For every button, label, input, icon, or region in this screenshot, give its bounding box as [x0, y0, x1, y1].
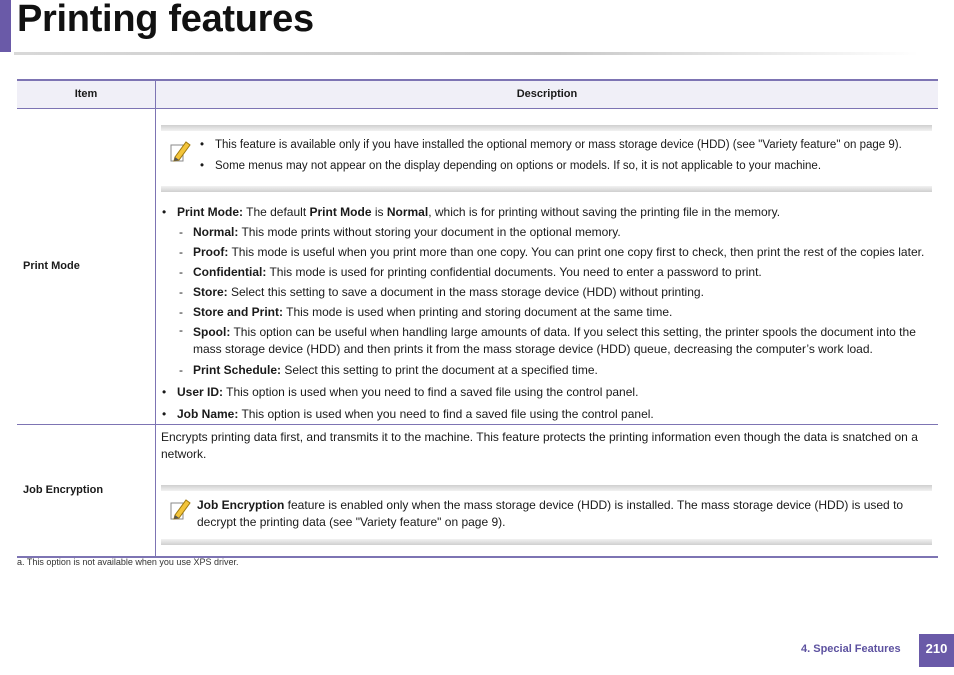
- note-box-job-encryption: [161, 485, 932, 545]
- print-mode-options: [161, 202, 932, 424]
- table-row-print-mode: [17, 109, 938, 425]
- title-rule: [14, 52, 919, 55]
- note-text: Job Encryption feature is enabled only when the mass storage device (HDD) is installed. The mass storage device (HDD) is used to decrypt the printing data (see "Variety feature" on page 9).: [197, 498, 904, 529]
- header-item: Item: [17, 80, 156, 109]
- item-print-mode: Print Mode: [17, 109, 156, 425]
- sub-option-store: - Store: Select this setting to save a document in the mass storage device (HDD) without printing.: [177, 282, 932, 302]
- table-row-job-encryption: [17, 425, 938, 557]
- option-print-mode: • Print Mode: The default Print Mode is Normal, which is for printing without saving the printing file in the memory. - Normal: This mode prints without storing your document in the optional memory. - Proof: This mode is useful when you print more than one copy. You can print one copy first to check, then print the rest of the copies later. - Confidential: This mode is used for printing confidential documents. You need to enter a password to print. - Store: Select this setting to save a document in the mass storage device (HDD) without printing. - Store and Print: This mode is used when printing and storing document at the same time. - Spool: This option can be useful when handling large amounts of data. If you select this setting, the printer spools the document into the mass storage device (HDD) and then prints it from the mass storage device (HDD) queue, decreasing the computer’s work load. - Print Schedule: Select this setting to print the document at a specified time.: [161, 202, 932, 380]
- option-user-id: • User ID: This option is used when you need to find a saved file using the control panel.: [161, 382, 932, 402]
- table-header-row: [17, 80, 938, 109]
- note-item: • Some menus may not appear on the display depending on options or models. If so, it is not applicable to your machine.: [199, 156, 928, 177]
- note-list: [199, 135, 928, 177]
- print-mode-sub-options: [177, 222, 932, 380]
- footer-section-label: 4. Special Features: [801, 643, 901, 655]
- sub-option-store-and-print: - Store and Print: This mode is used when printing and storing document at the same time.: [177, 302, 932, 322]
- page-title: Printing features: [17, 0, 314, 40]
- note-item: • This feature is available only if you have installed the optional memory or mass storage device (HDD) (see "Variety feature" on page 9).: [199, 135, 928, 156]
- header-description: Description: [156, 80, 939, 109]
- sub-option-confidential: - Confidential: This mode is used for printing confidential documents. You need to enter a password to print.: [177, 262, 932, 282]
- sub-option-proof: - Proof: This mode is useful when you print more than one copy. You can print one copy first to check, then print the rest of the copies later.: [177, 242, 932, 262]
- note-box-print-mode: [161, 125, 932, 192]
- page-number: 210: [919, 634, 954, 667]
- sub-option-print-schedule: - Print Schedule: Select this setting to print the document at a specified time.: [177, 360, 932, 380]
- features-table: [17, 79, 938, 558]
- sub-option-normal: - Normal: This mode prints without storing your document in the optional memory.: [177, 222, 932, 242]
- item-job-encryption: Job Encryption: [17, 425, 156, 557]
- note-pencil-icon: [168, 139, 192, 165]
- desc-job-encryption: [156, 425, 939, 557]
- job-encryption-description: Encrypts printing data first, and transmits it to the machine. This feature protects the printing information even though the data is snatched on a network.: [161, 430, 918, 461]
- option-job-name: • Job Name: This option is used when you need to find a saved file using the control panel.: [161, 404, 932, 424]
- note-pencil-icon: [168, 497, 192, 523]
- sub-option-spool: - Spool: This option can be useful when handling large amounts of data. If you select this setting, the printer spools the document into the mass storage device (HDD) and then prints it from the mass storage device (HDD) queue, decreasing the computer’s work load.: [177, 322, 932, 360]
- desc-print-mode: [156, 109, 939, 425]
- title-accent-bar: [0, 0, 11, 52]
- footnote: a. This option is not available when you use XPS driver.: [17, 557, 239, 567]
